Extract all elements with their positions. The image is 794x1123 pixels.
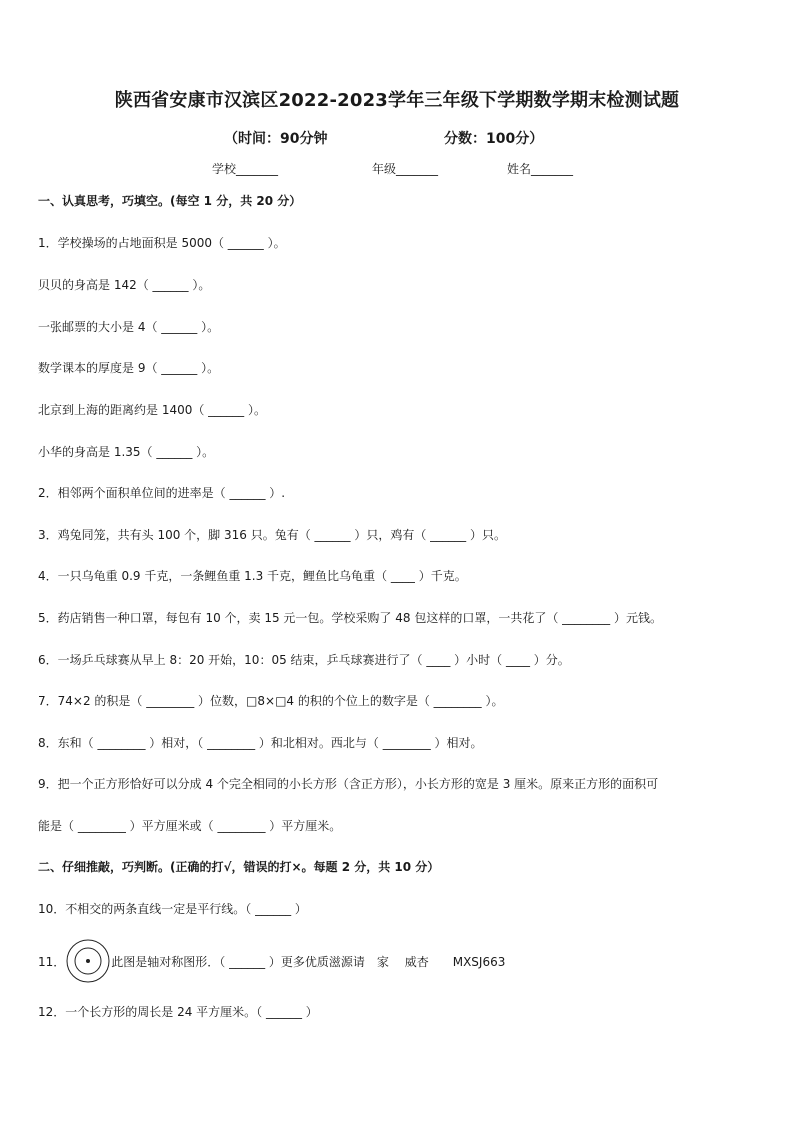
question-11-number: 11． [38, 954, 66, 969]
question-line: 5．药店销售一种口罩，每包有 10 个，卖 15 元一包。学校采购了 48 包这样的口罩，一共花了（ ________ ）元钱。 [38, 611, 662, 625]
concentric-circles-icon [65, 938, 111, 984]
question-line: 贝贝的身高是 142（ ______ ）。 [38, 278, 211, 292]
question-line: 9．把一个正方形恰好可以分成 4 个完全相同的小长方形（含正方形），小长方形的宽是 3 厘米。原来正方形的面积可 [38, 777, 659, 791]
question-line: 3．鸡兔同笼，共有头 100 个，脚 316 只。兔有（ ______ ）只，鸡有（ ______ ）只。 [38, 528, 506, 542]
question-line: 2．相邻两个面积单位间的进率是（ ______ ）. [38, 486, 286, 500]
question-line: 6．一场乒乓球赛从早上 8：20 开始，10：05 结束，乒乓球赛进行了（ ____ ）小时（ ____ ）分。 [38, 653, 570, 667]
exam-score: 分数：100分） [444, 131, 544, 147]
question-10: 10．不相交的两条直线一定是平行线。（ ______ ） [38, 902, 307, 916]
question-line: 数学课本的厚度是 9（ ______ ）。 [38, 361, 220, 375]
question-line: 一张邮票的大小是 4（ ______ ）。 [38, 320, 220, 334]
question-line: 北京到上海的距离约是 1400（ ______ ）。 [38, 403, 266, 417]
question-line: 1．学校操场的占地面积是 5000（ ______ ）。 [38, 236, 286, 250]
question-line: 小华的身高是 1.35（ ______ ）。 [38, 445, 215, 459]
page-title: 陕西省安康市汉滨区2022-2023学年三年级下学期数学期末检测试题 [114, 90, 680, 111]
question-11-text: 此图是轴对称图形．（ ______ ）更多优质滋源请 家 威杏 MXSJ663 [111, 954, 506, 969]
question-12: 12．一个长方形的周长是 24 平方厘米。（ ______ ） [38, 1005, 318, 1019]
section-2-heading: 二、仔细推敲，巧判断。(正确的打√，错误的打×。每题 2 分，共 10 分） [38, 860, 440, 874]
school-field[interactable]: 学校_______ [212, 162, 279, 176]
question-11 [38, 938, 505, 984]
grade-field[interactable]: 年级_______ [372, 162, 439, 176]
question-line: 7．74×2 的积是（ ________ ）位数，□8×□4 的积的个位上的数字是（ ________ ）。 [38, 694, 504, 708]
section-1-heading: 一、认真思考，巧填空。(每空 1 分，共 20 分） [38, 194, 302, 208]
name-field[interactable]: 姓名_______ [507, 162, 574, 176]
question-line: 4．一只乌龟重 0.9 千克，一条鲤鱼重 1.3 千克，鲤鱼比乌龟重（ ____ ）千克。 [38, 569, 467, 583]
exam-time: （时间：90分钟 [224, 131, 328, 147]
question-line: 能是（ ________ ）平方厘米或（ ________ ）平方厘米。 [38, 819, 342, 833]
question-line: 8．东和（ ________ ）相对，（ ________ ）和北相对。西北与（ ________ ）相对。 [38, 736, 483, 750]
